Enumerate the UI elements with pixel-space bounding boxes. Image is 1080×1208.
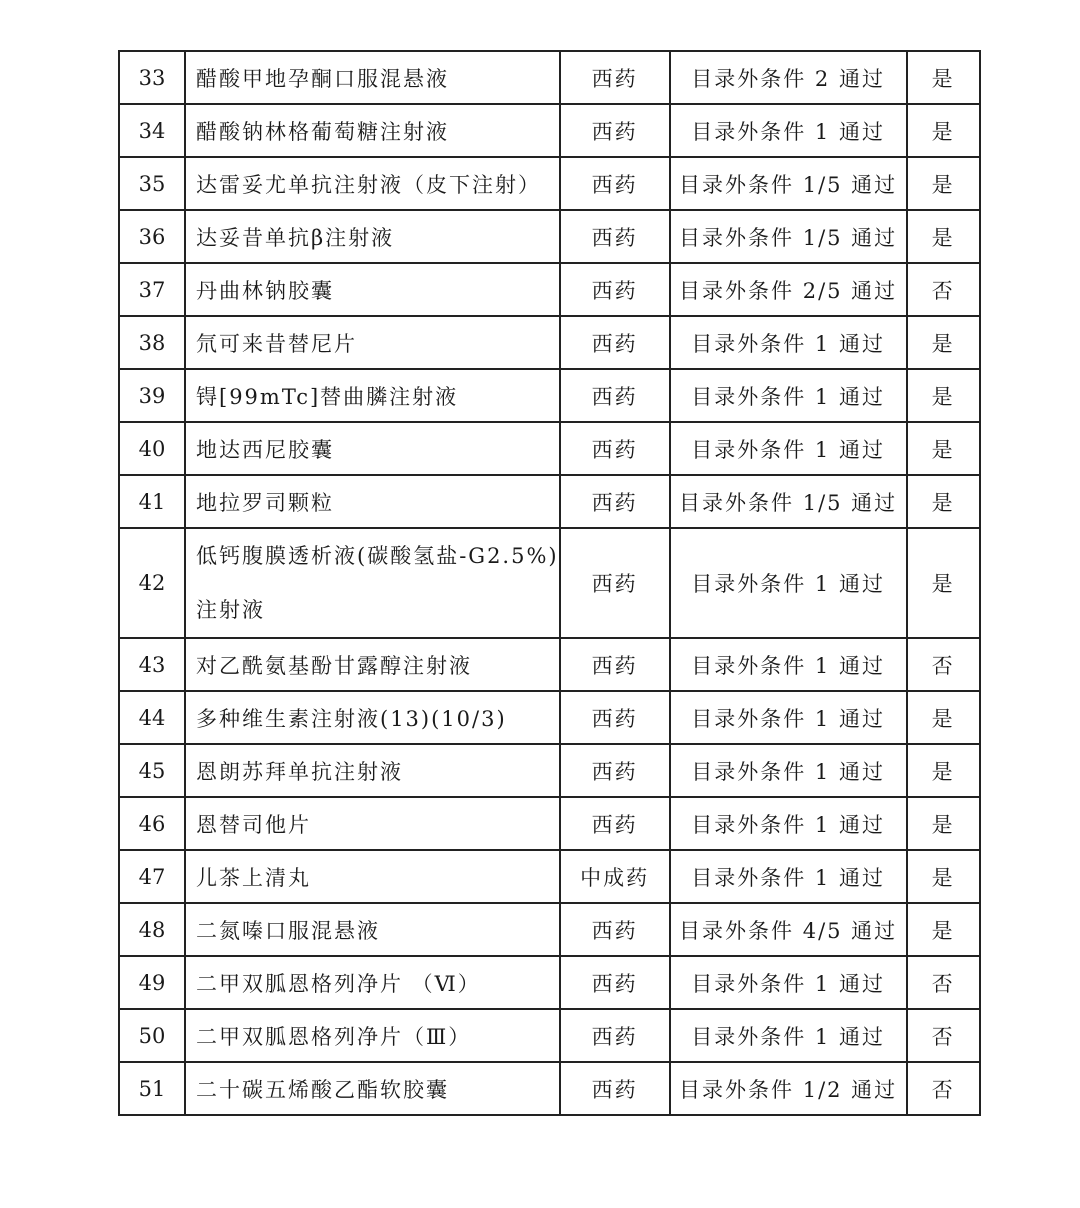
drug-type: 西药: [560, 475, 670, 528]
review-condition: 目录外条件 1/2 通过: [670, 1062, 907, 1115]
table-row: [119, 157, 980, 210]
review-condition: 目录外条件 1 通过: [670, 691, 907, 744]
row-number: 36: [119, 210, 185, 263]
row-number: 33: [119, 51, 185, 104]
drug-name: 对乙酰氨基酚甘露醇注射液: [185, 638, 560, 691]
drug-type: 西药: [560, 903, 670, 956]
table-row: [119, 1062, 980, 1115]
drug-name: [185, 528, 560, 638]
review-result: 是: [907, 475, 980, 528]
review-result: 是: [907, 903, 980, 956]
row-number: 35: [119, 157, 185, 210]
row-number: 49: [119, 956, 185, 1009]
drug-type: 西药: [560, 1062, 670, 1115]
review-condition: 目录外条件 1 通过: [670, 1009, 907, 1062]
row-number: 41: [119, 475, 185, 528]
drug-name: 锝[99mTc]替曲膦注射液: [185, 369, 560, 422]
review-result: 是: [907, 104, 980, 157]
review-condition: 目录外条件 1 通过: [670, 104, 907, 157]
drug-name: 恩朗苏拜单抗注射液: [185, 744, 560, 797]
review-result: 是: [907, 422, 980, 475]
review-condition: 目录外条件 1/5 通过: [670, 210, 907, 263]
review-condition: 目录外条件 1 通过: [670, 638, 907, 691]
drug-type: 西药: [560, 1009, 670, 1062]
drug-type: 西药: [560, 157, 670, 210]
table-row: [119, 475, 980, 528]
row-number: 40: [119, 422, 185, 475]
drug-name-line-1: 低钙腹膜透析液(碳酸氢盐-G2.5%): [196, 544, 559, 568]
table-row: [119, 638, 980, 691]
review-condition: 目录外条件 1 通过: [670, 956, 907, 1009]
drug-name: 达妥昔单抗β注射液: [185, 210, 560, 263]
row-number: 45: [119, 744, 185, 797]
table-row: [119, 797, 980, 850]
review-result: 是: [907, 744, 980, 797]
review-condition: 目录外条件 1 通过: [670, 797, 907, 850]
row-number: 43: [119, 638, 185, 691]
drug-type: 西药: [560, 263, 670, 316]
drug-type: 西药: [560, 744, 670, 797]
drug-type: 西药: [560, 528, 670, 638]
drug-type: 西药: [560, 422, 670, 475]
drug-list-table-container: [118, 50, 981, 1116]
table-row: [119, 316, 980, 369]
row-number: 50: [119, 1009, 185, 1062]
review-condition: 目录外条件 1 通过: [670, 850, 907, 903]
drug-name: 恩替司他片: [185, 797, 560, 850]
drug-name: 二甲双胍恩格列净片 （Ⅵ）: [185, 956, 560, 1009]
review-result: 否: [907, 638, 980, 691]
table-row: [119, 744, 980, 797]
table-row: [119, 528, 980, 638]
table-row: [119, 369, 980, 422]
review-condition: 目录外条件 1/5 通过: [670, 475, 907, 528]
drug-type: 西药: [560, 51, 670, 104]
drug-name-line-2: 注射液: [196, 598, 265, 622]
table-row: [119, 263, 980, 316]
row-number: 34: [119, 104, 185, 157]
row-number: 38: [119, 316, 185, 369]
drug-type: 西药: [560, 956, 670, 1009]
table-row: [119, 956, 980, 1009]
row-number: 51: [119, 1062, 185, 1115]
drug-list-table: [118, 50, 981, 1116]
drug-name: 地达西尼胶囊: [185, 422, 560, 475]
drug-name: 二十碳五烯酸乙酯软胶囊: [185, 1062, 560, 1115]
row-number: 46: [119, 797, 185, 850]
table-row: [119, 850, 980, 903]
drug-type: 西药: [560, 691, 670, 744]
row-number: 37: [119, 263, 185, 316]
drug-type: 西药: [560, 638, 670, 691]
review-result: 否: [907, 1009, 980, 1062]
table-row: [119, 210, 980, 263]
review-result: 否: [907, 956, 980, 1009]
drug-type: 西药: [560, 316, 670, 369]
review-result: 否: [907, 263, 980, 316]
review-condition: 目录外条件 4/5 通过: [670, 903, 907, 956]
drug-name: 醋酸钠林格葡萄糖注射液: [185, 104, 560, 157]
review-result: 是: [907, 850, 980, 903]
review-condition: 目录外条件 2 通过: [670, 51, 907, 104]
drug-name: 氘可来昔替尼片: [185, 316, 560, 369]
review-result: 是: [907, 157, 980, 210]
table-row: [119, 422, 980, 475]
table-row: [119, 691, 980, 744]
review-condition: 目录外条件 1 通过: [670, 316, 907, 369]
table-row: [119, 903, 980, 956]
review-condition: 目录外条件 1 通过: [670, 528, 907, 638]
table-row: [119, 1009, 980, 1062]
review-result: 否: [907, 1062, 980, 1115]
review-condition: 目录外条件 1 通过: [670, 422, 907, 475]
drug-name: 多种维生素注射液(13)(10/3): [185, 691, 560, 744]
drug-name: 丹曲林钠胶囊: [185, 263, 560, 316]
drug-type: 西药: [560, 104, 670, 157]
review-condition: 目录外条件 1 通过: [670, 744, 907, 797]
review-result: 是: [907, 316, 980, 369]
row-number: 48: [119, 903, 185, 956]
review-condition: 目录外条件 2/5 通过: [670, 263, 907, 316]
review-condition: 目录外条件 1 通过: [670, 369, 907, 422]
review-result: 是: [907, 528, 980, 638]
drug-type: 中成药: [560, 850, 670, 903]
drug-name: 地拉罗司颗粒: [185, 475, 560, 528]
drug-type: 西药: [560, 369, 670, 422]
drug-name: 达雷妥尤单抗注射液（皮下注射）: [185, 157, 560, 210]
drug-name: 儿茶上清丸: [185, 850, 560, 903]
table-row: [119, 104, 980, 157]
row-number: 39: [119, 369, 185, 422]
review-result: 是: [907, 797, 980, 850]
review-result: 是: [907, 691, 980, 744]
drug-type: 西药: [560, 797, 670, 850]
table-row: [119, 51, 980, 104]
drug-name: 二氮嗪口服混悬液: [185, 903, 560, 956]
review-condition: 目录外条件 1/5 通过: [670, 157, 907, 210]
row-number: 42: [119, 528, 185, 638]
review-result: 是: [907, 369, 980, 422]
drug-name: 醋酸甲地孕酮口服混悬液: [185, 51, 560, 104]
drug-name: 二甲双胍恩格列净片（Ⅲ）: [185, 1009, 560, 1062]
row-number: 47: [119, 850, 185, 903]
review-result: 是: [907, 210, 980, 263]
row-number: 44: [119, 691, 185, 744]
review-result: 是: [907, 51, 980, 104]
drug-type: 西药: [560, 210, 670, 263]
